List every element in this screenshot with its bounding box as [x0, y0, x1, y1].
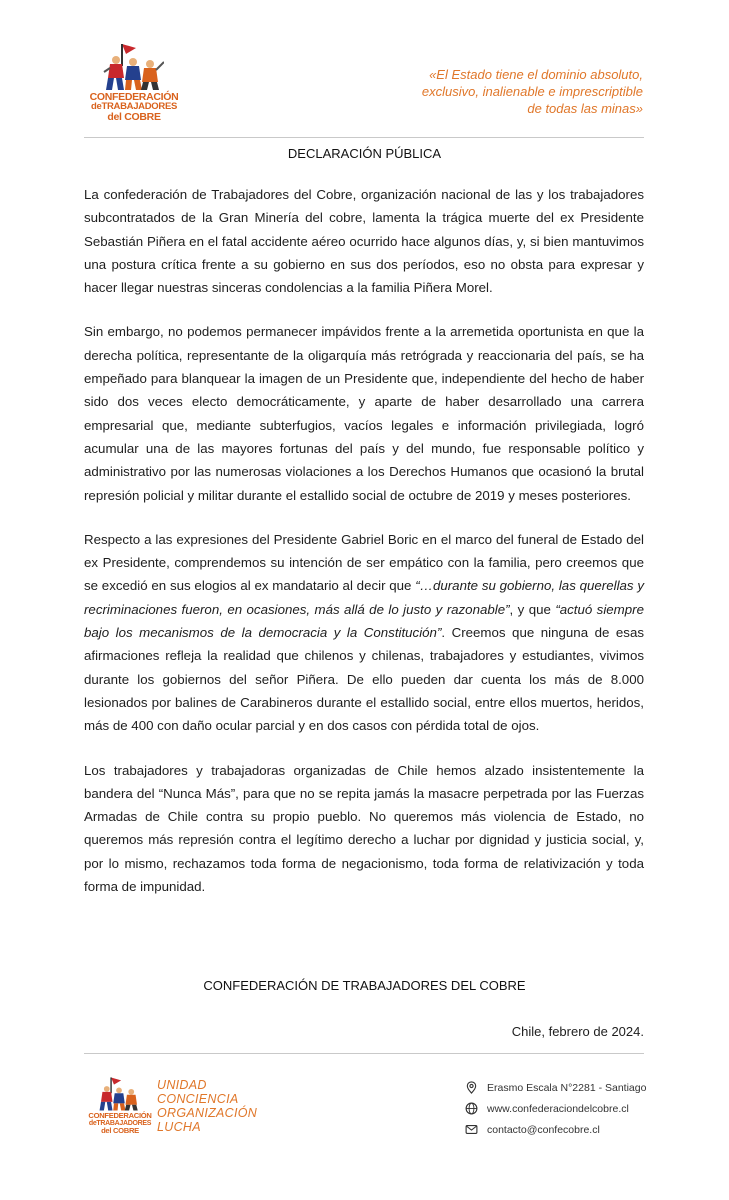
logo-line-2: deTRABAJADORES [90, 101, 178, 112]
paragraph-4: Los trabajadores y trabajadoras organizadas de Chile hemos alzado insistentemente la bandera del “Nunca Más”, para que no se repita jamás la masacre perpetrada por las Fuerzas Armadas de Chile contra su propio pueblo. No queremos más violencia de Estado, no queremos más represión contra el legítimo derecho a luchar por dignidad y justicia social, y, por lo mismo, rechazamos toda forma de negacionismo, toda forma de relativización y toda forma de impunidad. [84, 762, 644, 895]
header-divider [84, 137, 644, 138]
footer-divider [84, 1053, 644, 1054]
contact-website-link[interactable]: www.confederaciondelcobre.cl [487, 1102, 629, 1115]
contact-address [465, 1077, 646, 1098]
logo-wordmark [84, 92, 184, 122]
quote-line: «El Estado tiene el dominio absoluto, [429, 67, 643, 82]
boric-quote-1: “…durante su gobierno, las querellas y recriminaciones fueron, en ocasiones, más allá de lo justo y razonable” [84, 578, 644, 617]
quote-line: de todas las minas» [527, 101, 643, 116]
footer-contacts [465, 1077, 646, 1140]
document-title: DECLARACIÓN PÚBLICA [287, 146, 442, 161]
paragraph-2: Sin embargo, no podemos permanecer impávidos frente a la arremetida oportunista en que la derecha política, representante de la oligarquía más retrógrada y reaccionaria del país, se ha empeñado para blanquear la imagen de un Presidente que, independiente del hecho de haber sido dos veces electo democráticamente, y aparte de haber desarrollado una carrera empresarial que, mediante subterfugios, vacíos legales e información privilegiada, logró acumular una de las mayores fortunas del país y del mundo, fue responsable político y administrativo por las numerosas violaciones a los Derechos Humanos que ocasionó la brutal represión policial y militar durante el estallido social de octubre de 2019 y meses posteriores. [84, 324, 644, 503]
header-quote [343, 66, 643, 117]
paragraph-1: La confederación de Trabajadores del Cobre, organización nacional de las y los trabajadores subcontratados de la Gran Minería del cobre, lamenta la trágica muerte del ex Presidente Sebastián Piñera en el fatal accidente aéreo ocurrido hace algunos días, y, si bien mantuvimos una postura crítica frente a su gobierno en sus dos períodos, eso no obsta para expresar y hacer llegar nuestras sinceras condolencias a la familia Piñera Morel. [84, 187, 644, 296]
globe-icon [465, 1102, 478, 1115]
boric-quote-2: “actuó siempre bajo los mecanismos de la democracia y la Constitución” [84, 601, 644, 641]
footer-logo [84, 1076, 156, 1138]
contact-email[interactable] [465, 1119, 646, 1140]
paragraph-3-text-b: , y que [509, 601, 556, 617]
logo-line-2: deTRABAJADORES [88, 1119, 152, 1127]
logo-wordmark [84, 1112, 156, 1135]
contact-email-link[interactable]: contacto@confecobre.cl [487, 1123, 600, 1136]
motto-line: CONCIENCIA [157, 1092, 239, 1106]
declaration-body [84, 183, 644, 919]
paragraph-3-text-a: Respecto a las expresiones del Presidente Gabriel Boric en el marco del funeral de Estado del ex Presidente, comprendemos su intención de ser empático con la familia, pero creemos que se excedió en sus elogios al ex mandatario al decir que [84, 531, 644, 594]
workers-illustration-icon [102, 42, 164, 92]
signature: CONFEDERACIÓN DE TRABAJADORES DEL COBRE [203, 978, 526, 993]
logo-line-1: CONFEDERACIÓN [89, 91, 179, 103]
footer-motto [157, 1078, 257, 1134]
paragraph-3-text-c: . Creemos que ninguna de esas afirmaciones refleja la realidad que chilenos y chilenas, trabajadores y estudiantes, vivimos durante los gobiernos del señor Piñera. De ello pueden dar cuenta los más de 8.000 lesionados por balines de Carabineros durante el estallido social, entre ellos muertos, heridos, más de 400 con daño ocular parcial y en dos casos con pérdida total de ojos. [84, 625, 645, 734]
quote-line: exclusivo, inalienable e imprescriptible [421, 84, 643, 99]
motto-line: UNIDAD [157, 1078, 207, 1092]
header-logo [84, 42, 184, 132]
paragraph-3 [84, 528, 644, 738]
logo-line-3: del COBRE [101, 1126, 139, 1136]
logo-line-3: del COBRE [107, 111, 161, 123]
location-pin-icon [465, 1081, 478, 1094]
mail-icon [465, 1123, 478, 1136]
logo-line-1: CONFEDERACIÓN [88, 1111, 152, 1120]
contact-address-text: Erasmo Escala N°2281 - Santiago [487, 1081, 647, 1094]
contact-website[interactable] [465, 1098, 646, 1119]
motto-line: ORGANIZACIÓN [157, 1106, 258, 1120]
workers-illustration-icon [96, 1076, 142, 1112]
motto-line: LUCHA [157, 1120, 201, 1134]
dateline: Chile, febrero de 2024. [511, 1024, 644, 1039]
